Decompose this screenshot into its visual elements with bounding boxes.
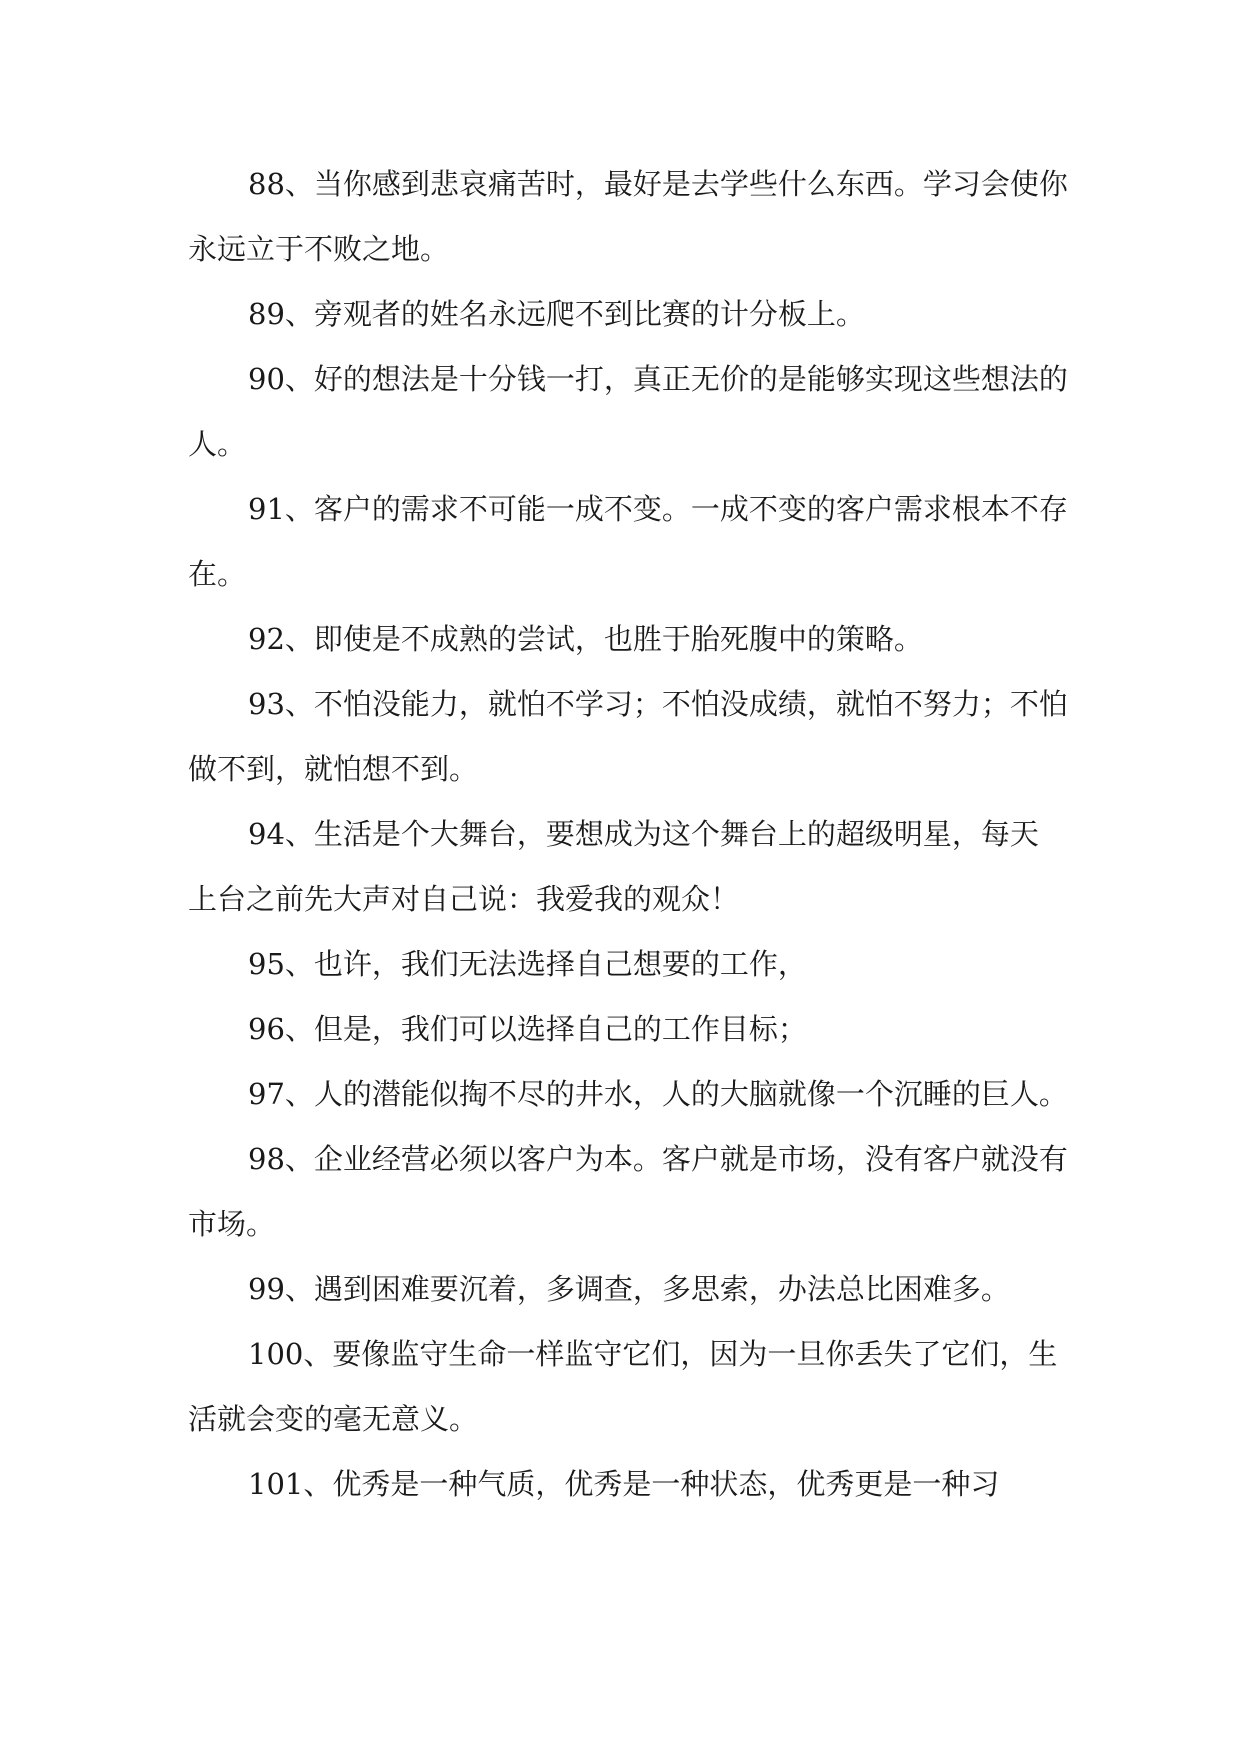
paragraph-93: 93、不怕没能力，就怕不学习；不怕没成绩，就怕不努力；不怕做不到，就怕想不到。 [188, 687, 1068, 786]
paragraph-101: 101、优秀是一种气质，优秀是一种状态，优秀更是一种习 [248, 1467, 1000, 1501]
paragraph-91: 91、客户的需求不可能一成不变。一成不变的客户需求根本不存在。 [188, 492, 1068, 591]
paragraph-95: 95、也许，我们无法选择自己想要的工作， [248, 947, 807, 981]
paragraph-92: 92、即使是不成熟的尝试，也胜于胎死腹中的策略。 [248, 622, 923, 656]
paragraph-96: 96、但是，我们可以选择自己的工作目标； [248, 1012, 807, 1046]
paragraph-88: 88、当你感到悲哀痛苦时，最好是去学些什么东西。学习会使你永远立于不败之地。 [188, 167, 1068, 266]
paragraph-90: 90、好的想法是十分钱一打，真正无价的是能够实现这些想法的人。 [188, 362, 1068, 461]
document-body [188, 152, 1068, 1517]
paragraph-100: 100、要像监守生命一样监守它们，因为一旦你丢失了它们，生活就会变的毫无意义。 [188, 1337, 1058, 1436]
paragraph-89: 89、旁观者的姓名永远爬不到比赛的计分板上。 [248, 297, 865, 331]
paragraph-99: 99、遇到困难要沉着，多调查，多思索，办法总比困难多。 [248, 1272, 1010, 1306]
paragraph-97: 97、人的潜能似掏不尽的井水，人的大脑就像一个沉睡的巨人。 [248, 1077, 1068, 1111]
paragraph-98: 98、企业经营必须以客户为本。客户就是市场，没有客户就没有市场。 [188, 1142, 1068, 1241]
paragraph-94: 94、生活是个大舞台，要想成为这个舞台上的超级明星，每天 上台之前先大声对自己说：我爱我的观众！ [188, 817, 1039, 916]
